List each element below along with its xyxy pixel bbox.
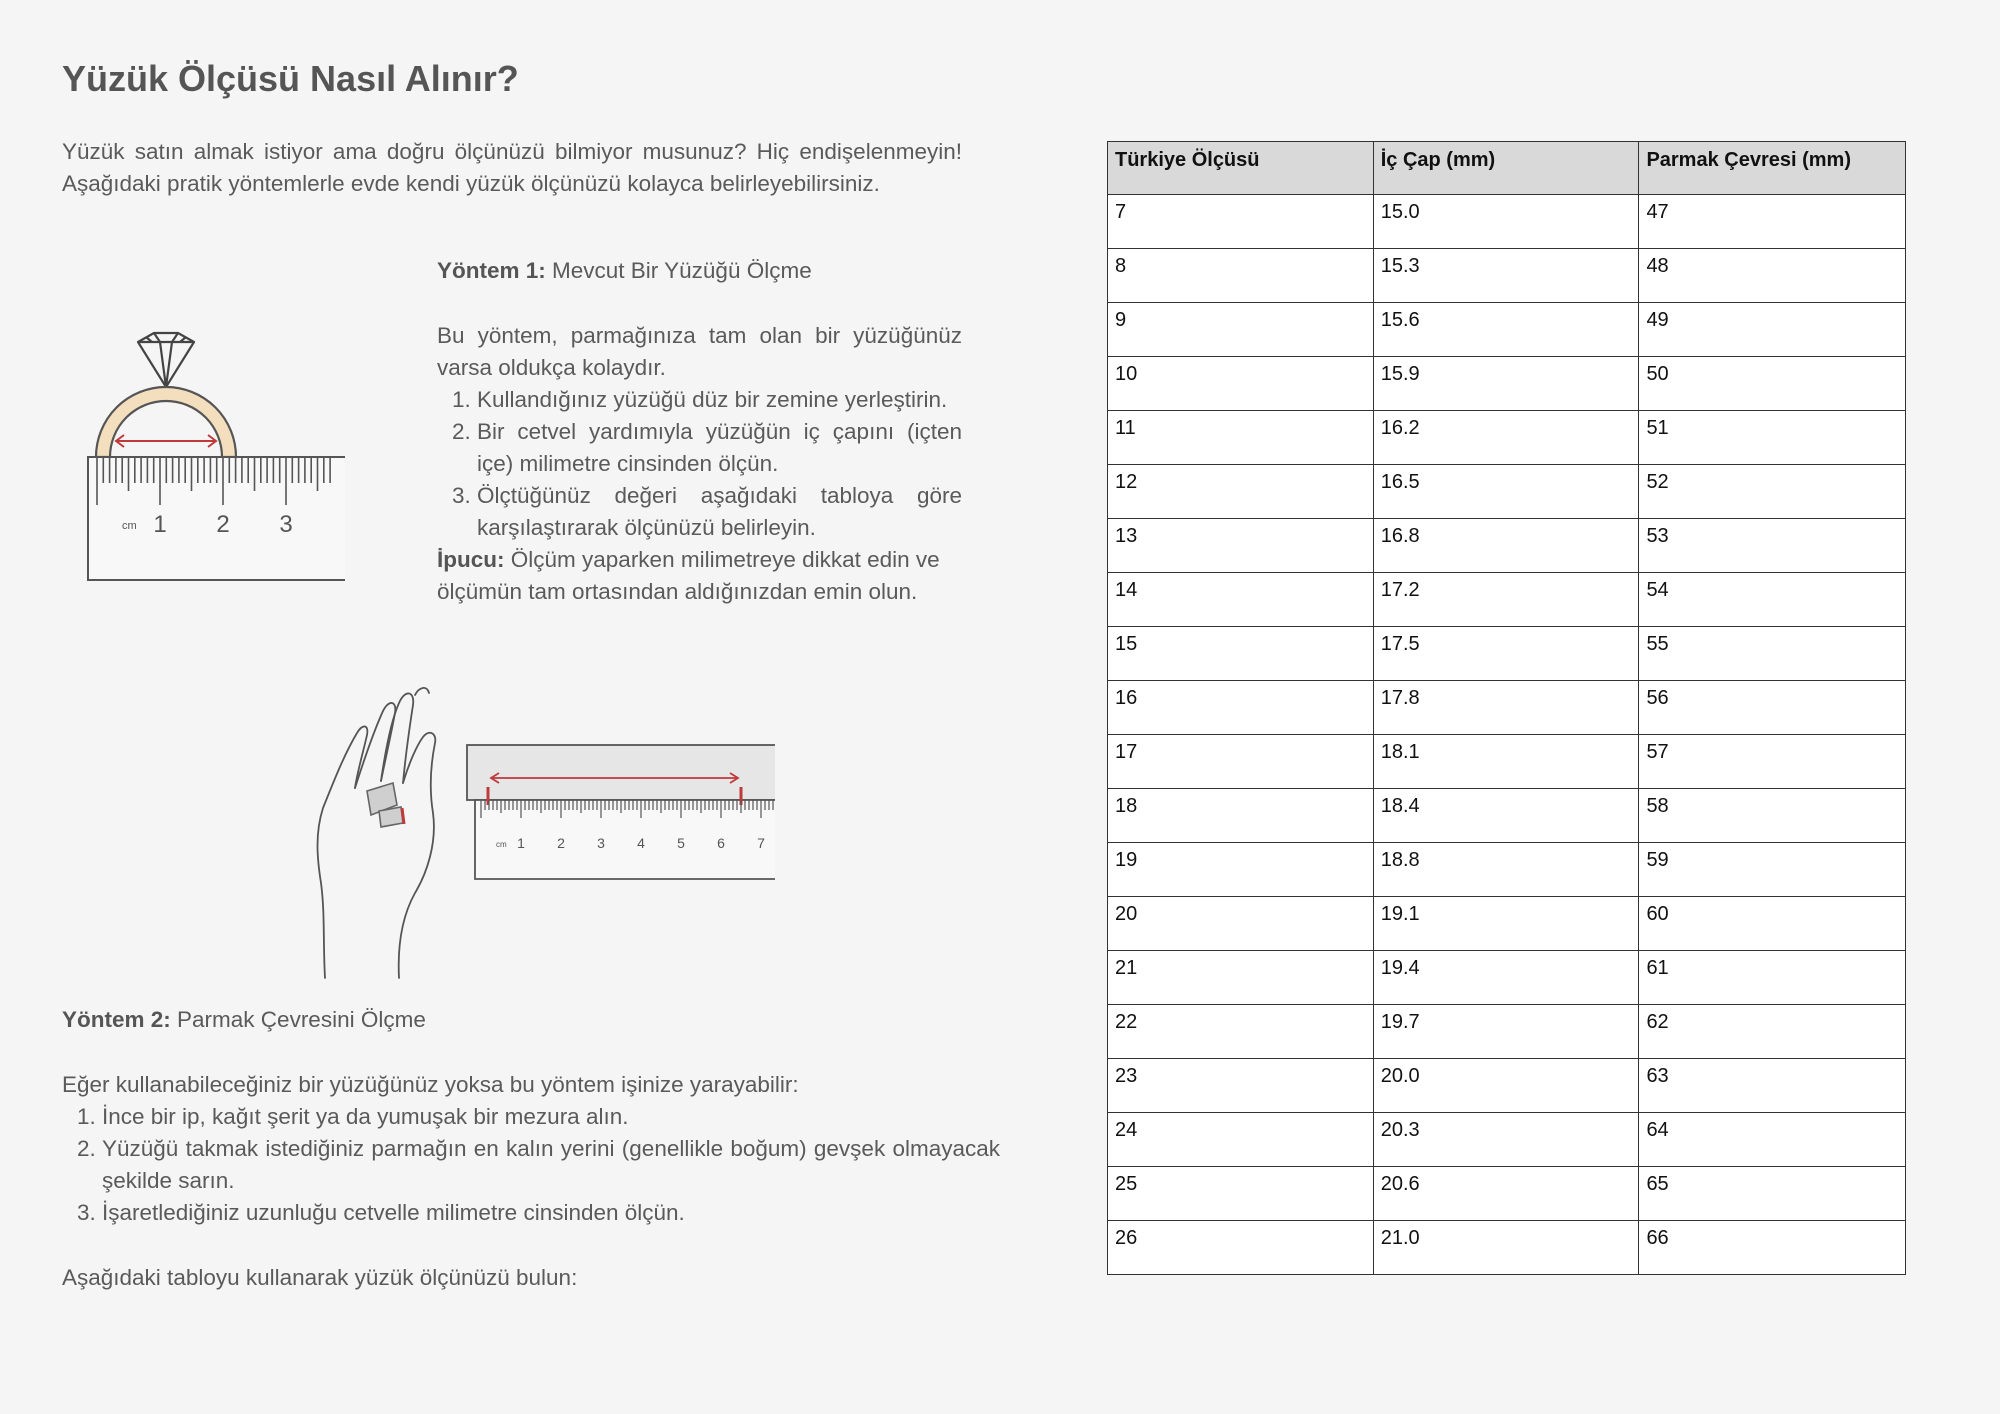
table-cell: 58: [1639, 789, 1906, 843]
table-cell: 18.1: [1373, 735, 1639, 789]
table-cell: 9: [1108, 303, 1374, 357]
table-cell: 16.8: [1373, 519, 1639, 573]
ruler-2-label: 1: [517, 835, 525, 851]
header-inner-diameter: İç Çap (mm): [1373, 142, 1639, 195]
table-cell: 17: [1108, 735, 1374, 789]
table-row: [1108, 951, 1906, 1005]
hand-ruler-illustration: [315, 683, 775, 983]
paper-strip: [367, 783, 403, 827]
table-cell: 19.7: [1373, 1005, 1639, 1059]
method-2-section: [62, 1004, 1000, 1294]
table-cell: 22: [1108, 1005, 1374, 1059]
table-cell: 15: [1108, 627, 1374, 681]
method-2-steps: [62, 1101, 1000, 1229]
table-cell: 16: [1108, 681, 1374, 735]
list-item: 3. İşaretlediğiniz uzunluğu cetvelle milimetre cinsinden ölçün.: [102, 1197, 1000, 1229]
table-cell: 16.5: [1373, 465, 1639, 519]
table-cell: 26: [1108, 1221, 1374, 1275]
paper-strip-long: [467, 745, 775, 800]
table-cell: 24: [1108, 1113, 1374, 1167]
diamond-icon: [138, 333, 194, 387]
table-cell: 49: [1639, 303, 1906, 357]
table-cell: 53: [1639, 519, 1906, 573]
table-row: [1108, 519, 1906, 573]
diameter-arrow: [116, 435, 216, 447]
table-row: [1108, 195, 1906, 249]
table-row: [1108, 1005, 1906, 1059]
table-cell: 15.0: [1373, 195, 1639, 249]
table-cell: 15.9: [1373, 357, 1639, 411]
ruler-2-label: 4: [637, 835, 645, 851]
table-cell: 14: [1108, 573, 1374, 627]
table-cell: 50: [1639, 357, 1906, 411]
method-2-title: Parmak Çevresini Ölçme: [177, 1007, 426, 1032]
table-cell: 51: [1639, 411, 1906, 465]
header-circumference: Parmak Çevresi (mm): [1639, 142, 1906, 195]
table-row: [1108, 411, 1906, 465]
method-1-heading: [437, 255, 962, 287]
table-cell: 61: [1639, 951, 1906, 1005]
table-cell: 13: [1108, 519, 1374, 573]
method-2-heading: [62, 1004, 1000, 1036]
list-item: 1. İnce bir ip, kağıt şerit ya da yumuşak bir mezura alın.: [102, 1101, 1000, 1133]
table-cell: 11: [1108, 411, 1374, 465]
ruler-label-1: 1: [153, 511, 167, 538]
table-row: [1108, 303, 1906, 357]
table-row: [1108, 681, 1906, 735]
table-row: [1108, 897, 1906, 951]
table-cell: 16.2: [1373, 411, 1639, 465]
method-1-title: Mevcut Bir Yüzüğü Ölçme: [552, 258, 812, 283]
table-cell: 62: [1639, 1005, 1906, 1059]
table-cell: 55: [1639, 627, 1906, 681]
method-2-lead: Eğer kullanabileceğiniz bir yüzüğünüz yoksa bu yöntem işinize yarayabilir:: [62, 1072, 799, 1097]
intro-paragraph: Yüzük satın almak istiyor ama doğru ölçünüzü bilmiyor musunuz? Hiç endişelenmeyin! Aşağıdaki pratik yöntemlerle evde kendi yüzük ölçünüzü kolayca belirleyebilirsiniz.: [62, 139, 962, 196]
table-cell: 66: [1639, 1221, 1906, 1275]
ruler-label-2: 2: [216, 511, 230, 538]
ruler-2-label: 2: [557, 835, 565, 851]
table-cell: 17.8: [1373, 681, 1639, 735]
ruler-unit-label: cm: [122, 520, 137, 532]
table-cell: 18.8: [1373, 843, 1639, 897]
table-cell: 52: [1639, 465, 1906, 519]
ruler-2-label: 3: [597, 835, 605, 851]
method-1-lead: Bu yöntem, parmağınıza tam olan bir yüzüğünüz varsa oldukça kolaydır.: [437, 323, 962, 380]
table-cell: 8: [1108, 249, 1374, 303]
table-cell: 7: [1108, 195, 1374, 249]
table-cell: 65: [1639, 1167, 1906, 1221]
table-row: [1108, 1059, 1906, 1113]
table-row: [1108, 627, 1906, 681]
table-cell: 47: [1639, 195, 1906, 249]
table-cell: 25: [1108, 1167, 1374, 1221]
table-cell: 20.6: [1373, 1167, 1639, 1221]
list-item: 2. Bir cetvel yardımıyla yüzüğün iç çapını (içten içe) milimetre cinsinden ölçün.: [477, 416, 962, 480]
ruler-label-3: 3: [279, 511, 293, 538]
table-cell: 10: [1108, 357, 1374, 411]
ring-ruler-illustration: [80, 325, 360, 585]
table-cell: 21.0: [1373, 1221, 1639, 1275]
table-cell: 17.2: [1373, 573, 1639, 627]
table-header-row: [1108, 142, 1906, 195]
ring-size-table: [1107, 141, 1906, 1275]
ruler-2-label: 5: [677, 835, 685, 851]
table-row: [1108, 1221, 1906, 1275]
table-cell: 19.1: [1373, 897, 1639, 951]
table-row: [1108, 465, 1906, 519]
table-cell: 18: [1108, 789, 1374, 843]
tip-text: Ölçüm yaparken milimetreye dikkat edin ve ölçümün tam ortasından aldığınızdan emin olun.: [437, 547, 940, 604]
table-cell: 20.0: [1373, 1059, 1639, 1113]
hand-icon: [318, 688, 436, 978]
table-cell: 56: [1639, 681, 1906, 735]
table-row: [1108, 789, 1906, 843]
table-cell: 20: [1108, 897, 1374, 951]
ruler-2-unit: cm: [496, 840, 507, 849]
table-cell: 59: [1639, 843, 1906, 897]
list-item: 1. Kullandığınız yüzüğü düz bir zemine yerleştirin.: [477, 384, 962, 416]
page-title: Yüzük Ölçüsü Nasıl Alınır?: [62, 58, 519, 99]
table-cell: 15.3: [1373, 249, 1639, 303]
table-cell: 54: [1639, 573, 1906, 627]
list-item: 2. Yüzüğü takmak istediğiniz parmağın en kalın yerini (genellikle boğum) gevşek olmayacak şekilde sarın.: [102, 1133, 1000, 1197]
ring-band: [96, 387, 236, 457]
table-body: [1108, 195, 1906, 1275]
header-tr-size: Türkiye Ölçüsü: [1108, 142, 1374, 195]
table-cell: 57: [1639, 735, 1906, 789]
table-row: [1108, 573, 1906, 627]
table-row: [1108, 843, 1906, 897]
table-row: [1108, 357, 1906, 411]
tip-label: İpucu:: [437, 547, 505, 572]
table-cell: 63: [1639, 1059, 1906, 1113]
method-1-label: Yöntem 1:: [437, 258, 546, 283]
method-1-section: [437, 255, 962, 608]
table-cell: 17.5: [1373, 627, 1639, 681]
table-row: [1108, 1113, 1906, 1167]
method-1-tip: [437, 544, 962, 608]
table-cell: 20.3: [1373, 1113, 1639, 1167]
table-cell: 18.4: [1373, 789, 1639, 843]
table-cell: 12: [1108, 465, 1374, 519]
method-2-label: Yöntem 2:: [62, 1007, 171, 1032]
method-2-closing: Aşağıdaki tabloyu kullanarak yüzük ölçünüzü bulun:: [62, 1265, 578, 1290]
table-row: [1108, 735, 1906, 789]
table-cell: 23: [1108, 1059, 1374, 1113]
table-cell: 19: [1108, 843, 1374, 897]
ruler-2-label: 6: [717, 835, 725, 851]
ruler-2-label: 7: [757, 835, 765, 851]
table-cell: 19.4: [1373, 951, 1639, 1005]
table-cell: 48: [1639, 249, 1906, 303]
table-cell: 64: [1639, 1113, 1906, 1167]
table-row: [1108, 1167, 1906, 1221]
table-cell: 60: [1639, 897, 1906, 951]
table-row: [1108, 249, 1906, 303]
method-1-steps: [437, 384, 962, 544]
list-item: 3. Ölçtüğünüz değeri aşağıdaki tabloya göre karşılaştırarak ölçünüzü belirleyin.: [477, 480, 962, 544]
table-cell: 21: [1108, 951, 1374, 1005]
table-cell: 15.6: [1373, 303, 1639, 357]
